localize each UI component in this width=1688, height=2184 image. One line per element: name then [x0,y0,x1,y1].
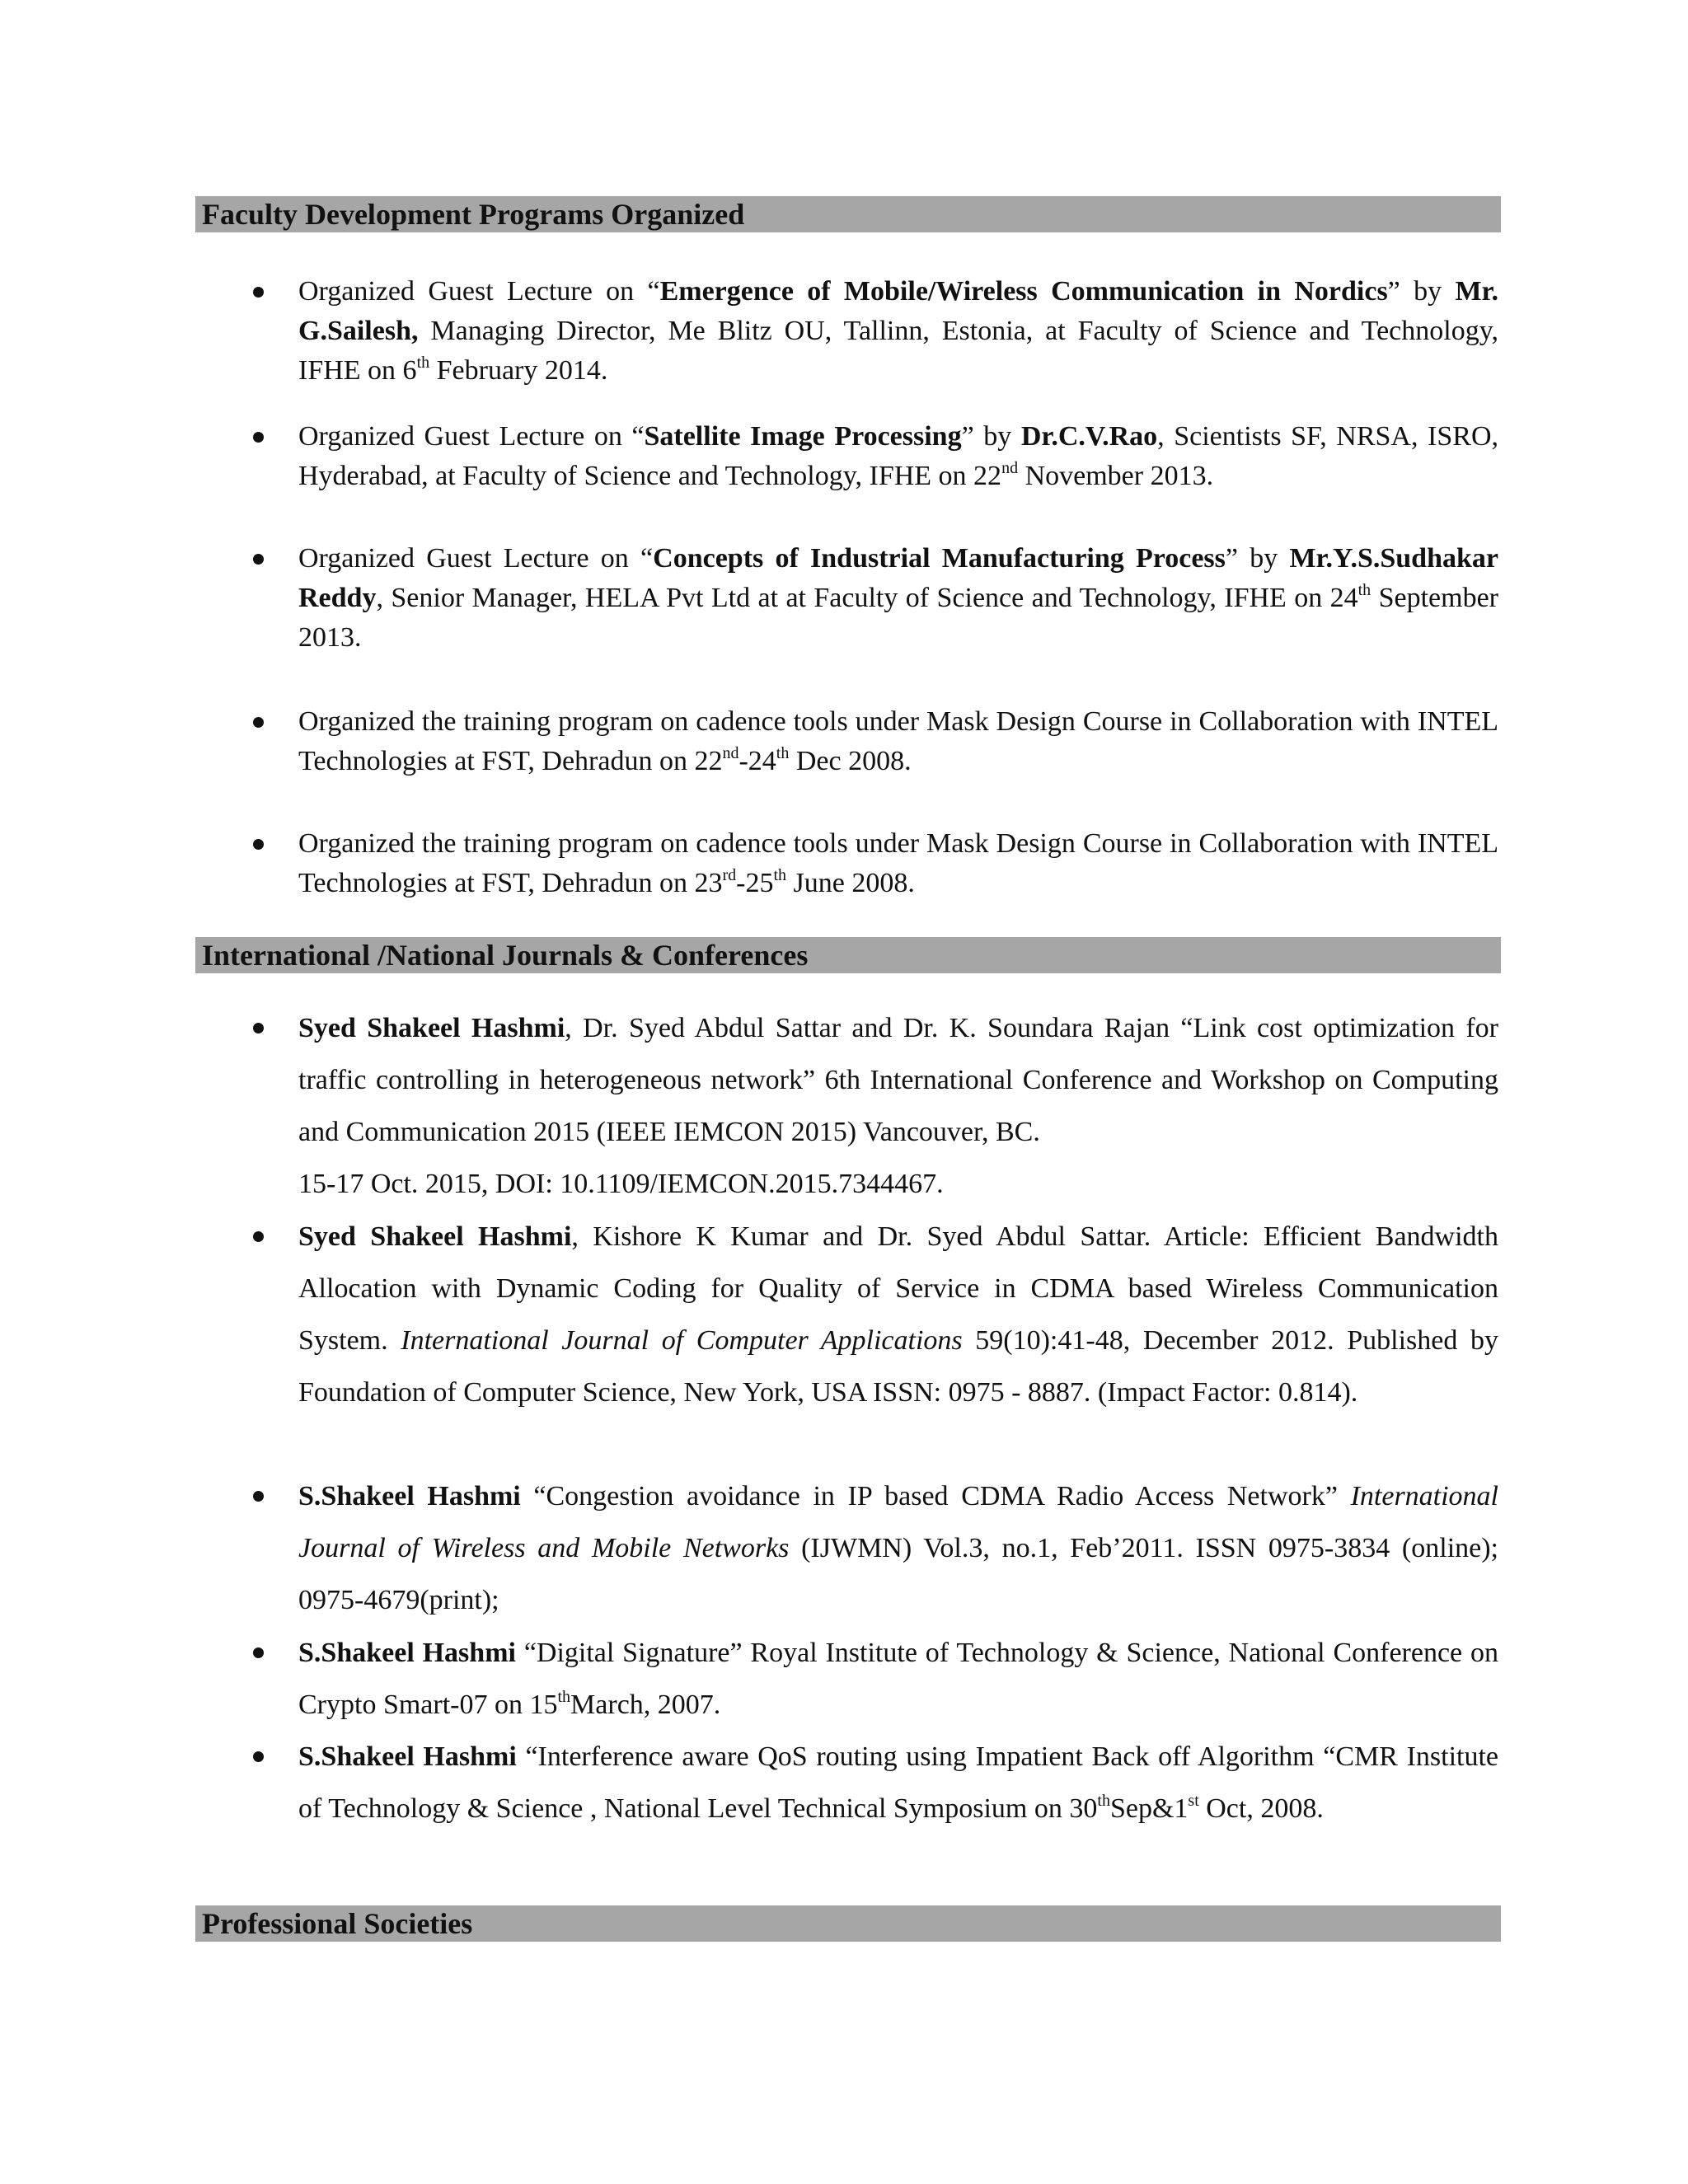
bullet-icon [253,554,264,565]
section-header-journals: International /National Journals & Conferences [195,937,1501,973]
fdp-item: Organized the training program on cadence tools under Mask Design Course in Collaboration with INTEL Technologies at FST, Dehradun on 22nd-24th Dec 2008. [298,702,1498,781]
bullet-icon [253,717,264,728]
journal-item: S.Shakeel Hashmi “Interference aware QoS routing using Impatient Back off Algorithm “CMR Institute of Technology & Science , National Level Technical Symposium on 30thSep&1st Oct, 2008. [298,1731,1498,1835]
bullet-icon [253,1751,264,1762]
bullet-icon [253,1491,264,1502]
bullet-icon [253,432,264,443]
journal-item: Syed Shakeel Hashmi, Kishore K Kumar and Dr. Syed Abdul Sattar. Article: Efficient Bandwidth Allocation with Dynamic Coding for Quality of Service in CDMA based Wireless Communication System. International Journal of Computer Applications 59(10):41-48, December 2012. Published by Foundation of Computer Science, New York, USA ISSN: 0975 - 8887. (Impact Factor: 0.814). [298,1211,1498,1418]
fdp-item: Organized Guest Lecture on “Concepts of Industrial Manufacturing Process” by Mr.Y.S.Sudhakar Reddy, Senior Manager, HELA Pvt Ltd at at Faculty of Science and Technology, IFHE on 24th September 2013. [298,539,1498,658]
bullet-icon [253,287,264,298]
section-header-societies: Professional Societies [195,1905,1501,1942]
bullet-icon [253,839,264,850]
bullet-icon [253,1647,264,1658]
journal-item: Syed Shakeel Hashmi, Dr. Syed Abdul Sattar and Dr. K. Soundara Rajan “Link cost optimization for traffic controlling in heterogeneous network” 6th International Conference and Workshop on Computing and Communication 2015 (IEEE IEMCON 2015) Vancouver, BC. 15-17 Oct. 2015, DOI: 10.1109/IEMCON.2015.7344467. [298,1002,1498,1210]
journal-item: S.Shakeel Hashmi “Congestion avoidance in IP based CDMA Radio Access Network” International Journal of Wireless and Mobile Networks (IJWMN) Vol.3, no.1, Feb’2011. ISSN 0975-3834 (online); 0975-4679(print); [298,1470,1498,1626]
fdp-item: Organized Guest Lecture on “Satellite Image Processing” by Dr.C.V.Rao, Scientists SF, NRSA, ISRO, Hyderabad, at Faculty of Science and Technology, IFHE on 22nd November 2013. [298,417,1498,496]
bullet-icon [253,1231,264,1242]
fdp-item: Organized the training program on cadence tools under Mask Design Course in Collaboration with INTEL Technologies at FST, Dehradun on 23rd-25th June 2008. [298,824,1498,903]
section-header-fdp: Faculty Development Programs Organized [195,196,1501,232]
journal-item: S.Shakeel Hashmi “Digital Signature” Royal Institute of Technology & Science, National Conference on Crypto Smart-07 on 15thMarch, 2007. [298,1627,1498,1731]
fdp-item: Organized Guest Lecture on “Emergence of Mobile/Wireless Communication in Nordics” by Mr. G.Sailesh, Managing Director, Me Blitz OU, Tallinn, Estonia, at Faculty of Science and Technology, IFHE on 6th February 2014. [298,272,1498,391]
bullet-icon [253,1023,264,1033]
